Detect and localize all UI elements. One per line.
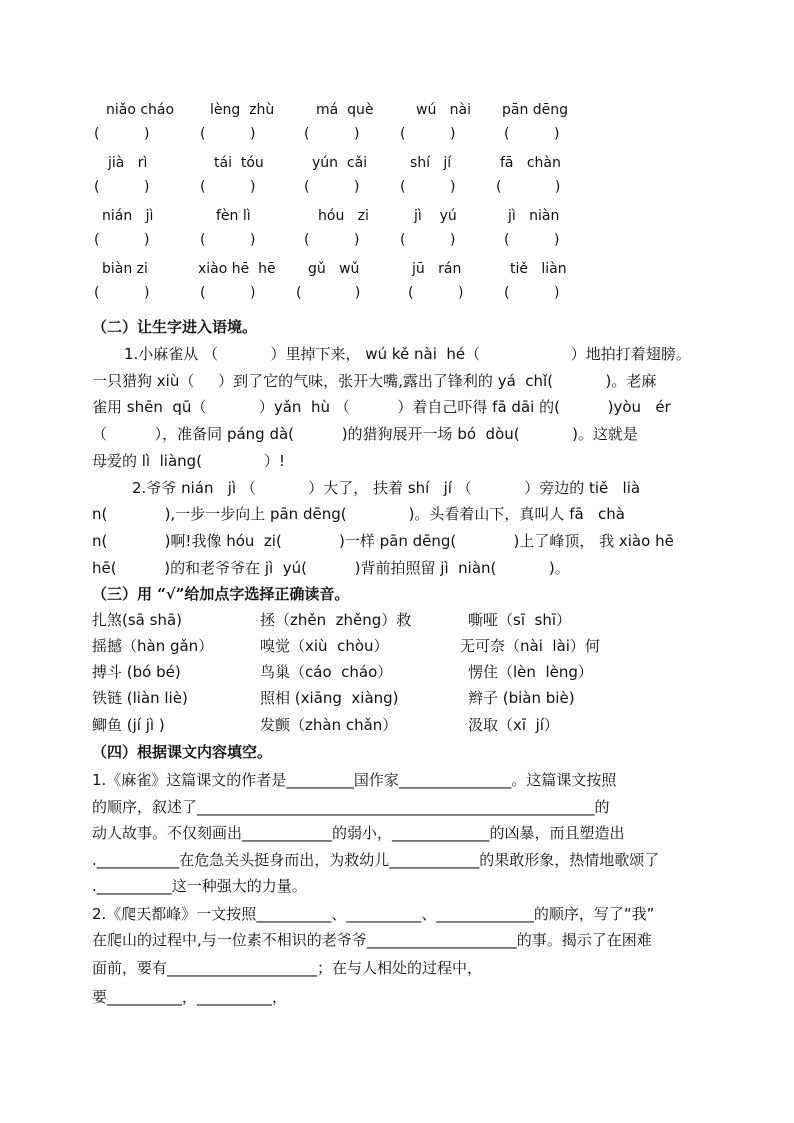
- choice-item[interactable]: 扎煞(sā shā): [92, 611, 182, 629]
- choice-item[interactable]: 愣住（lèn lèng）: [468, 663, 593, 681]
- choice-item[interactable]: 鲫鱼 (jí jì ): [92, 716, 165, 734]
- choice-item[interactable]: 搏斗 (bó bé): [92, 663, 181, 681]
- context-line: 雀用 shēn qū（ ）yǎn hù （ ）着自己吓得 fā dāi 的( )yòu ér: [92, 398, 671, 416]
- pinyin-word: niǎo cháo: [106, 102, 175, 118]
- answer-parens[interactable]: ( ): [304, 232, 360, 248]
- answer-parens[interactable]: ( ): [94, 232, 150, 248]
- choice-item[interactable]: 嗅觉（xiù chòu）: [260, 637, 389, 655]
- choice-item[interactable]: 鸟巢（cáo cháo）: [260, 663, 393, 681]
- choice-row: [92, 661, 712, 687]
- choice-item[interactable]: 汲取（xī jí）: [468, 716, 559, 734]
- answer-parens[interactable]: ( ): [200, 179, 256, 195]
- pinyin-word: yún cǎi: [312, 155, 368, 171]
- choice-row: [92, 687, 712, 713]
- answer-parens[interactable]: ( ): [94, 285, 150, 301]
- context-line: n( ),一步一步向上 pān dēng( )。头看着山下，真叫人 fā chà: [92, 505, 625, 523]
- pinyin-word: má què: [316, 102, 374, 118]
- pinyin-word: shí jí: [410, 155, 452, 171]
- fill-line[interactable]: .___________在危急关头挺身而出，为救幼儿____________的果敢形象，热情地歌颂了: [92, 851, 660, 869]
- pinyin-word: jià rì: [108, 155, 148, 171]
- choice-item[interactable]: 摇撼（hàn gǎn）: [92, 637, 214, 655]
- pinyin-word: jì yú: [414, 208, 457, 224]
- fill-line[interactable]: 要__________，__________，: [92, 988, 288, 1006]
- context-line: 母爱的 lì liàng( ）!: [92, 452, 286, 470]
- choice-item[interactable]: 发颤（zhàn chǎn）: [260, 716, 398, 734]
- section-4-title: （四）根据课文内容填空。: [92, 743, 273, 761]
- context-line: （ ），准备同 páng dà( )的猎狗展开一场 bó dòu( )。这就是: [92, 425, 638, 443]
- pinyin-word: pān dēng: [502, 102, 569, 118]
- context-line: 一只猎狗 xiù（ ）到了它的气味，张开大嘴,露出了锋利的 yá chǐ( )。老麻: [92, 372, 657, 390]
- answer-parens[interactable]: ( ): [504, 126, 560, 142]
- pinyin-word: jì niàn: [508, 208, 560, 224]
- choice-row: [92, 609, 712, 635]
- pinyin-row: [92, 153, 712, 206]
- answer-parens[interactable]: ( ): [304, 126, 360, 142]
- context-line: n( )啊!我像 hóu zi( )一样 pān dēng( )上了峰顶， 我 xiào hē: [92, 532, 674, 550]
- pinyin-word: biàn zi: [102, 261, 148, 277]
- pinyin-word: fèn lì: [216, 208, 251, 224]
- fill-line[interactable]: 动人故事。不仅刻画出____________的弱小，_____________的凶暴，而且塑造出: [92, 824, 625, 842]
- section-3-title: （三）用 “√”给加点字选择正确读音。: [92, 585, 350, 603]
- choice-item[interactable]: 辫子 (biàn biè): [468, 689, 575, 707]
- choice-item[interactable]: 嘶哑（sī shī）: [468, 611, 572, 629]
- context-line: 2.爷爷 nián jì （ ）大了， 扶着 shí jí （ ）旁边的 tiě lià: [132, 479, 641, 497]
- context-line: hē( )的和老爷爷在 jì yú( )背前拍照留 jì niàn( )。: [92, 559, 570, 577]
- answer-parens[interactable]: ( ): [200, 232, 256, 248]
- fill-line[interactable]: 在爬山的过程中,与一位素不相识的老爷爷____________________的事。揭示了在困难: [92, 931, 652, 949]
- answer-parens[interactable]: ( ): [400, 179, 456, 195]
- context-line: 1.小麻雀从 （ ）里掉下来， wú kě nài hé（ ）地拍打着翅膀。: [124, 345, 691, 363]
- pinyin-word: tiě liàn: [510, 261, 567, 277]
- answer-parens[interactable]: ( ): [200, 285, 256, 301]
- pinyin-row: [92, 259, 712, 312]
- choice-item[interactable]: 照相 (xiāng xiàng): [260, 689, 399, 707]
- answer-parens[interactable]: ( ): [400, 232, 456, 248]
- fill-line[interactable]: 的顺序，叙述了_____________________________________________________的: [92, 798, 610, 816]
- pinyin-word: gǔ wǔ: [308, 261, 360, 277]
- choice-row: [92, 714, 712, 740]
- pinyin-row: [92, 206, 712, 259]
- pinyin-word: xiào hē hē: [198, 261, 276, 277]
- fill-line[interactable]: 1.《麻雀》这篇课文的作者是_________国作家_______________。这篇课文按照: [92, 771, 617, 789]
- answer-parens[interactable]: ( ): [94, 179, 150, 195]
- choice-item[interactable]: 无可奈（nài lài）何: [460, 637, 600, 655]
- answer-parens[interactable]: ( ): [408, 285, 464, 301]
- section-2-title: （二）让生字进入语境。: [92, 318, 258, 336]
- answer-parens[interactable]: ( ): [504, 232, 560, 248]
- pinyin-row: [92, 100, 712, 153]
- pinyin-word: hóu zi: [318, 208, 369, 224]
- choice-item[interactable]: 拯（zhěn zhěng）救: [260, 611, 412, 629]
- pinyin-word: nián jì: [102, 208, 154, 224]
- answer-parens[interactable]: ( ): [200, 126, 256, 142]
- pinyin-word: lèng zhù: [210, 102, 275, 118]
- answer-parens[interactable]: ( ): [304, 179, 360, 195]
- answer-parens[interactable]: ( ): [400, 126, 456, 142]
- fill-line[interactable]: .__________这一种强大的力量。: [92, 877, 307, 895]
- choice-item[interactable]: 铁链 (liàn liè): [92, 689, 188, 707]
- answer-parens[interactable]: ( ): [504, 285, 560, 301]
- fill-line[interactable]: 2.《爬天都峰》一文按照__________、__________、_____________的顺序，写了“我”: [92, 905, 655, 923]
- fill-line[interactable]: 面前，要有____________________；在与人相处的过程中，: [92, 959, 483, 977]
- pinyin-word: wú nài: [416, 102, 472, 118]
- answer-parens[interactable]: ( ): [296, 285, 361, 301]
- answer-parens[interactable]: ( ): [94, 126, 150, 142]
- choice-row: [92, 635, 712, 661]
- pinyin-word: fā chàn: [500, 155, 561, 171]
- pinyin-word: tái tóu: [214, 155, 264, 171]
- pinyin-word: jū rán: [412, 261, 462, 277]
- answer-parens[interactable]: ( ): [496, 179, 561, 195]
